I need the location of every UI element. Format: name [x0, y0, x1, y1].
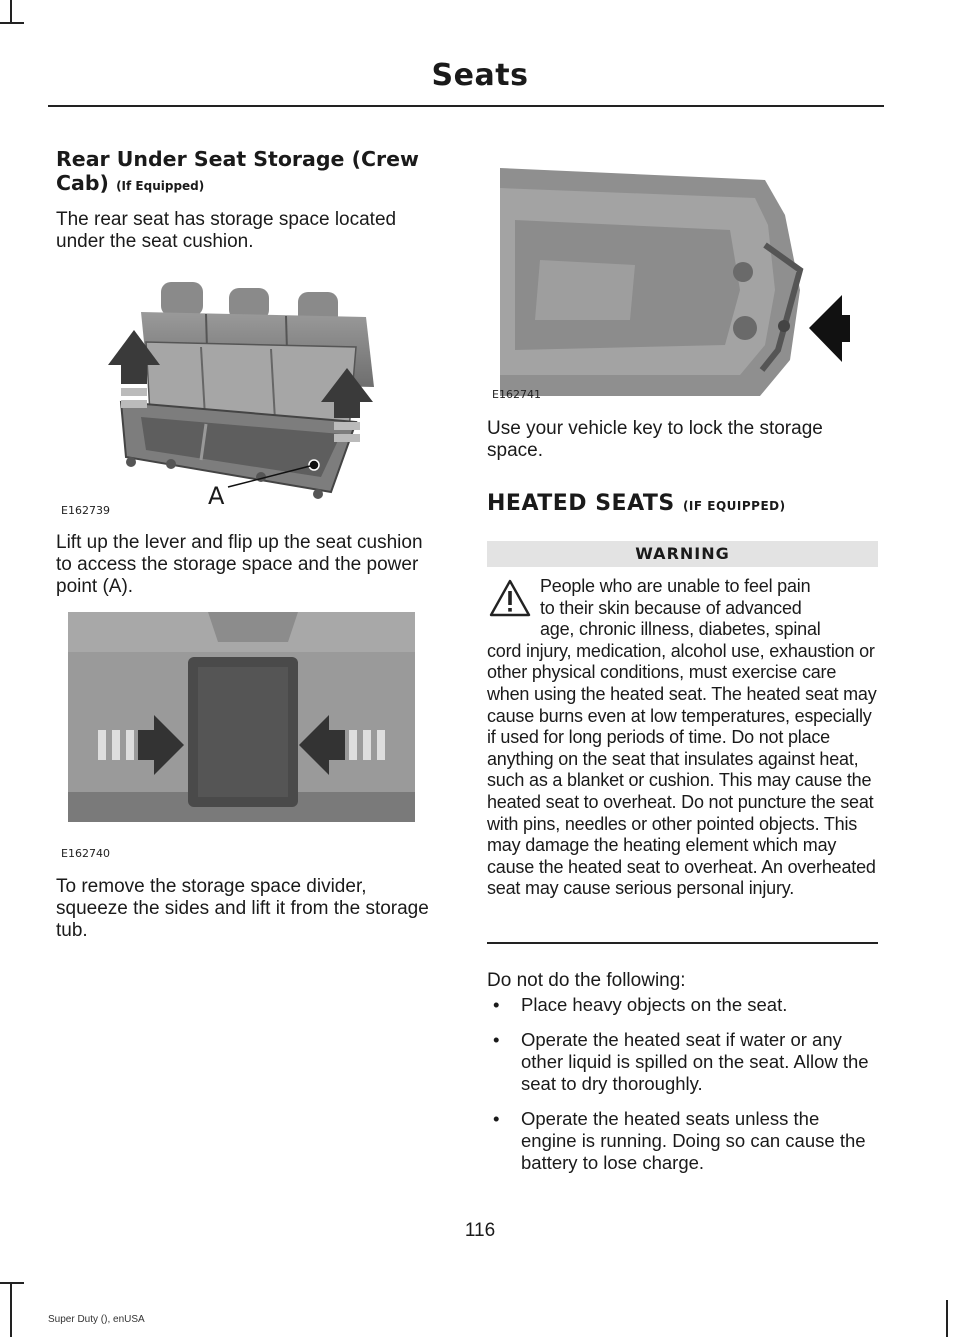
warning-rule	[487, 942, 878, 944]
header-rule	[48, 105, 884, 107]
page-number: 116	[464, 1220, 496, 1241]
warning-line: age, chronic illness, diabetes, spinal	[540, 619, 821, 640]
list-item: • Operate the heated seats unless the engine is running. Doing so can cause the battery to lose charge.	[493, 1108, 866, 1173]
do-not-intro: Do not do the following:	[487, 970, 686, 991]
list-item: • Operate the heated seat if water or any other liquid is spilled on the seat. Allow the seat to dry thoroughly.	[493, 1029, 869, 1094]
figure-id-e162741: E162741	[492, 388, 541, 401]
callout-label-a: A	[208, 482, 225, 510]
rear-storage-intro: The rear seat has storage space located under the seat cushion.	[56, 209, 397, 252]
crop-mark	[0, 1282, 24, 1284]
list-item: • Place heavy objects on the seat.	[493, 994, 788, 1015]
rear-storage-qualifier: (If Equipped)	[116, 179, 205, 193]
footer-doc-info: Super Duty (), enUSA	[48, 1314, 145, 1325]
warning-line: to their skin because of advanced	[540, 597, 802, 618]
figure-rear-seat	[56, 272, 440, 522]
heated-seats-title: HEATED SEATS	[487, 491, 675, 516]
heated-seats-qualifier: (IF EQUIPPED)	[682, 499, 786, 513]
warning-body: cord injury, medication, alcohol use, exhaustion or other physical conditions, must exercise care when using the heated seat. The heated seat may cause burns even at low temperatures, especially if used for long periods of time. Do not place anything on the seat that insulates against heat, such as a blanket or cushion. This may cause the heated seat to overheat. Do not puncture the seat with pins, needles or other pointed objects. This may damage the heating element which may cause the heated seat to overheat. An overheated seat may cause serious personal injury.	[487, 640, 877, 899]
rear-storage-heading	[56, 147, 440, 198]
crop-mark	[10, 1282, 12, 1337]
rear-storage-title: Rear Under Seat Storage (Crew Cab)	[56, 147, 419, 195]
warning-line: People who are unable to feel pain	[540, 576, 811, 596]
page-header-title: Seats	[431, 58, 529, 93]
figure-storage-divider	[68, 612, 415, 837]
figure-id-e162740: E162740	[61, 847, 110, 860]
rear-storage-para3: To remove the storage space divider, squeeze the sides and lift it from the storage tub.	[56, 876, 429, 941]
warning-label: WARNING	[487, 541, 878, 567]
do-not-list	[487, 994, 879, 1187]
warning-text	[487, 576, 879, 900]
lock-storage-para: Use your vehicle key to lock the storage space.	[487, 418, 823, 461]
figure-storage-lock	[500, 160, 860, 402]
figure-id-e162739: E162739	[61, 504, 110, 517]
rear-storage-para2: Lift up the lever and flip up the seat cushion to access the storage space and the power point (A).	[56, 532, 423, 597]
crop-mark	[10, 0, 12, 24]
crop-mark	[946, 1300, 948, 1337]
crop-mark	[0, 22, 24, 24]
